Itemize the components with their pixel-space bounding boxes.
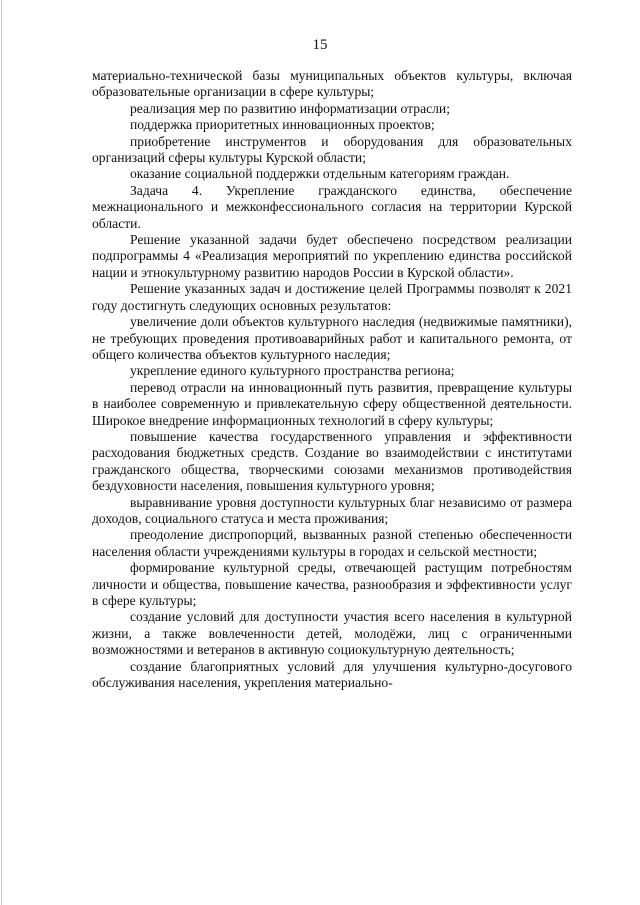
paragraph-5: оказание социальной поддержки отдельным категориям граждан.	[130, 166, 510, 182]
paragraph-17: создание благоприятных условий для улучшения культурно-досугового обслуживания населения, укрепления материально-	[92, 658, 572, 691]
scan-edge-line	[1, 0, 2, 905]
page-number: 15	[312, 37, 328, 53]
paragraph-12: повышение качества государственного управления и эффективности расходования бюджетных средств. Создание во взаимодействии с институтами гражданского общества, творческими союзами механизмов противодействия бездуховности населения, повышения культурного уровня;	[92, 428, 572, 494]
paragraph-10: укрепление единого культурного пространства региона;	[130, 363, 455, 379]
document-body	[92, 68, 572, 691]
paragraph-11: перевод отрасли на инновационный путь развития, превращение культуры в наиболее современную и привлекательную сферу общественной деятельности. Широкое внедрение информационных технологий в сферу культуры;	[92, 379, 572, 428]
paragraph-3: поддержка приоритетных инновационных проектов;	[130, 117, 435, 133]
paragraph-6: Задача 4. Укрепление гражданского единства, обеспечение межнационального и межконфессионального согласия на территории Курской области.	[92, 182, 572, 231]
paragraph-16: создание условий для доступности участия всего населения в культурной жизни, а также вовлеченности детей, молодёжи, лиц с ограниченными возможностями и ветеранов в активную социокультурную деятельность;	[92, 609, 572, 658]
paragraph-4: приобретение инструментов и оборудования для образовательных организаций сферы культуры Курской области;	[92, 133, 572, 166]
paragraph-15: формирование культурной среды, отвечающей растущим потребностям личности и общества, повышение качества, разнообразия и эффективности услуг в сфере культуры;	[92, 560, 572, 608]
paragraph-14: преодоление диспропорций, вызванных разной степенью обеспеченности населения области учреждениями культуры в городах и сельской местности;	[92, 527, 572, 559]
paragraph-8: Решение указанных задач и достижение целей Программы позволят к 2021 году достигнуть следующих основных результатов:	[92, 281, 572, 313]
paragraph-7: Решение указанной задачи будет обеспечено посредством реализации подпрограммы 4 «Реализация мероприятий по укреплению единства российской нации и этнокультурному развитию народов России в Курской области».	[92, 232, 572, 280]
paragraph-9: увеличение доли объектов культурного наследия (недвижимые памятники), не требующих проведения противоаварийных работ и капитального ремонта, от общего количества объектов культурного наследия;	[92, 314, 572, 362]
paragraph-2: реализация мер по развитию информатизации отрасли;	[130, 100, 450, 116]
paragraph-13: выравнивание уровня доступности культурных благ независимо от размера доходов, социального статуса и места проживания;	[92, 494, 572, 526]
paragraph-1: материально-технической базы муниципальных объектов культуры, включая образовательные организации в сфере культуры;	[92, 68, 572, 100]
